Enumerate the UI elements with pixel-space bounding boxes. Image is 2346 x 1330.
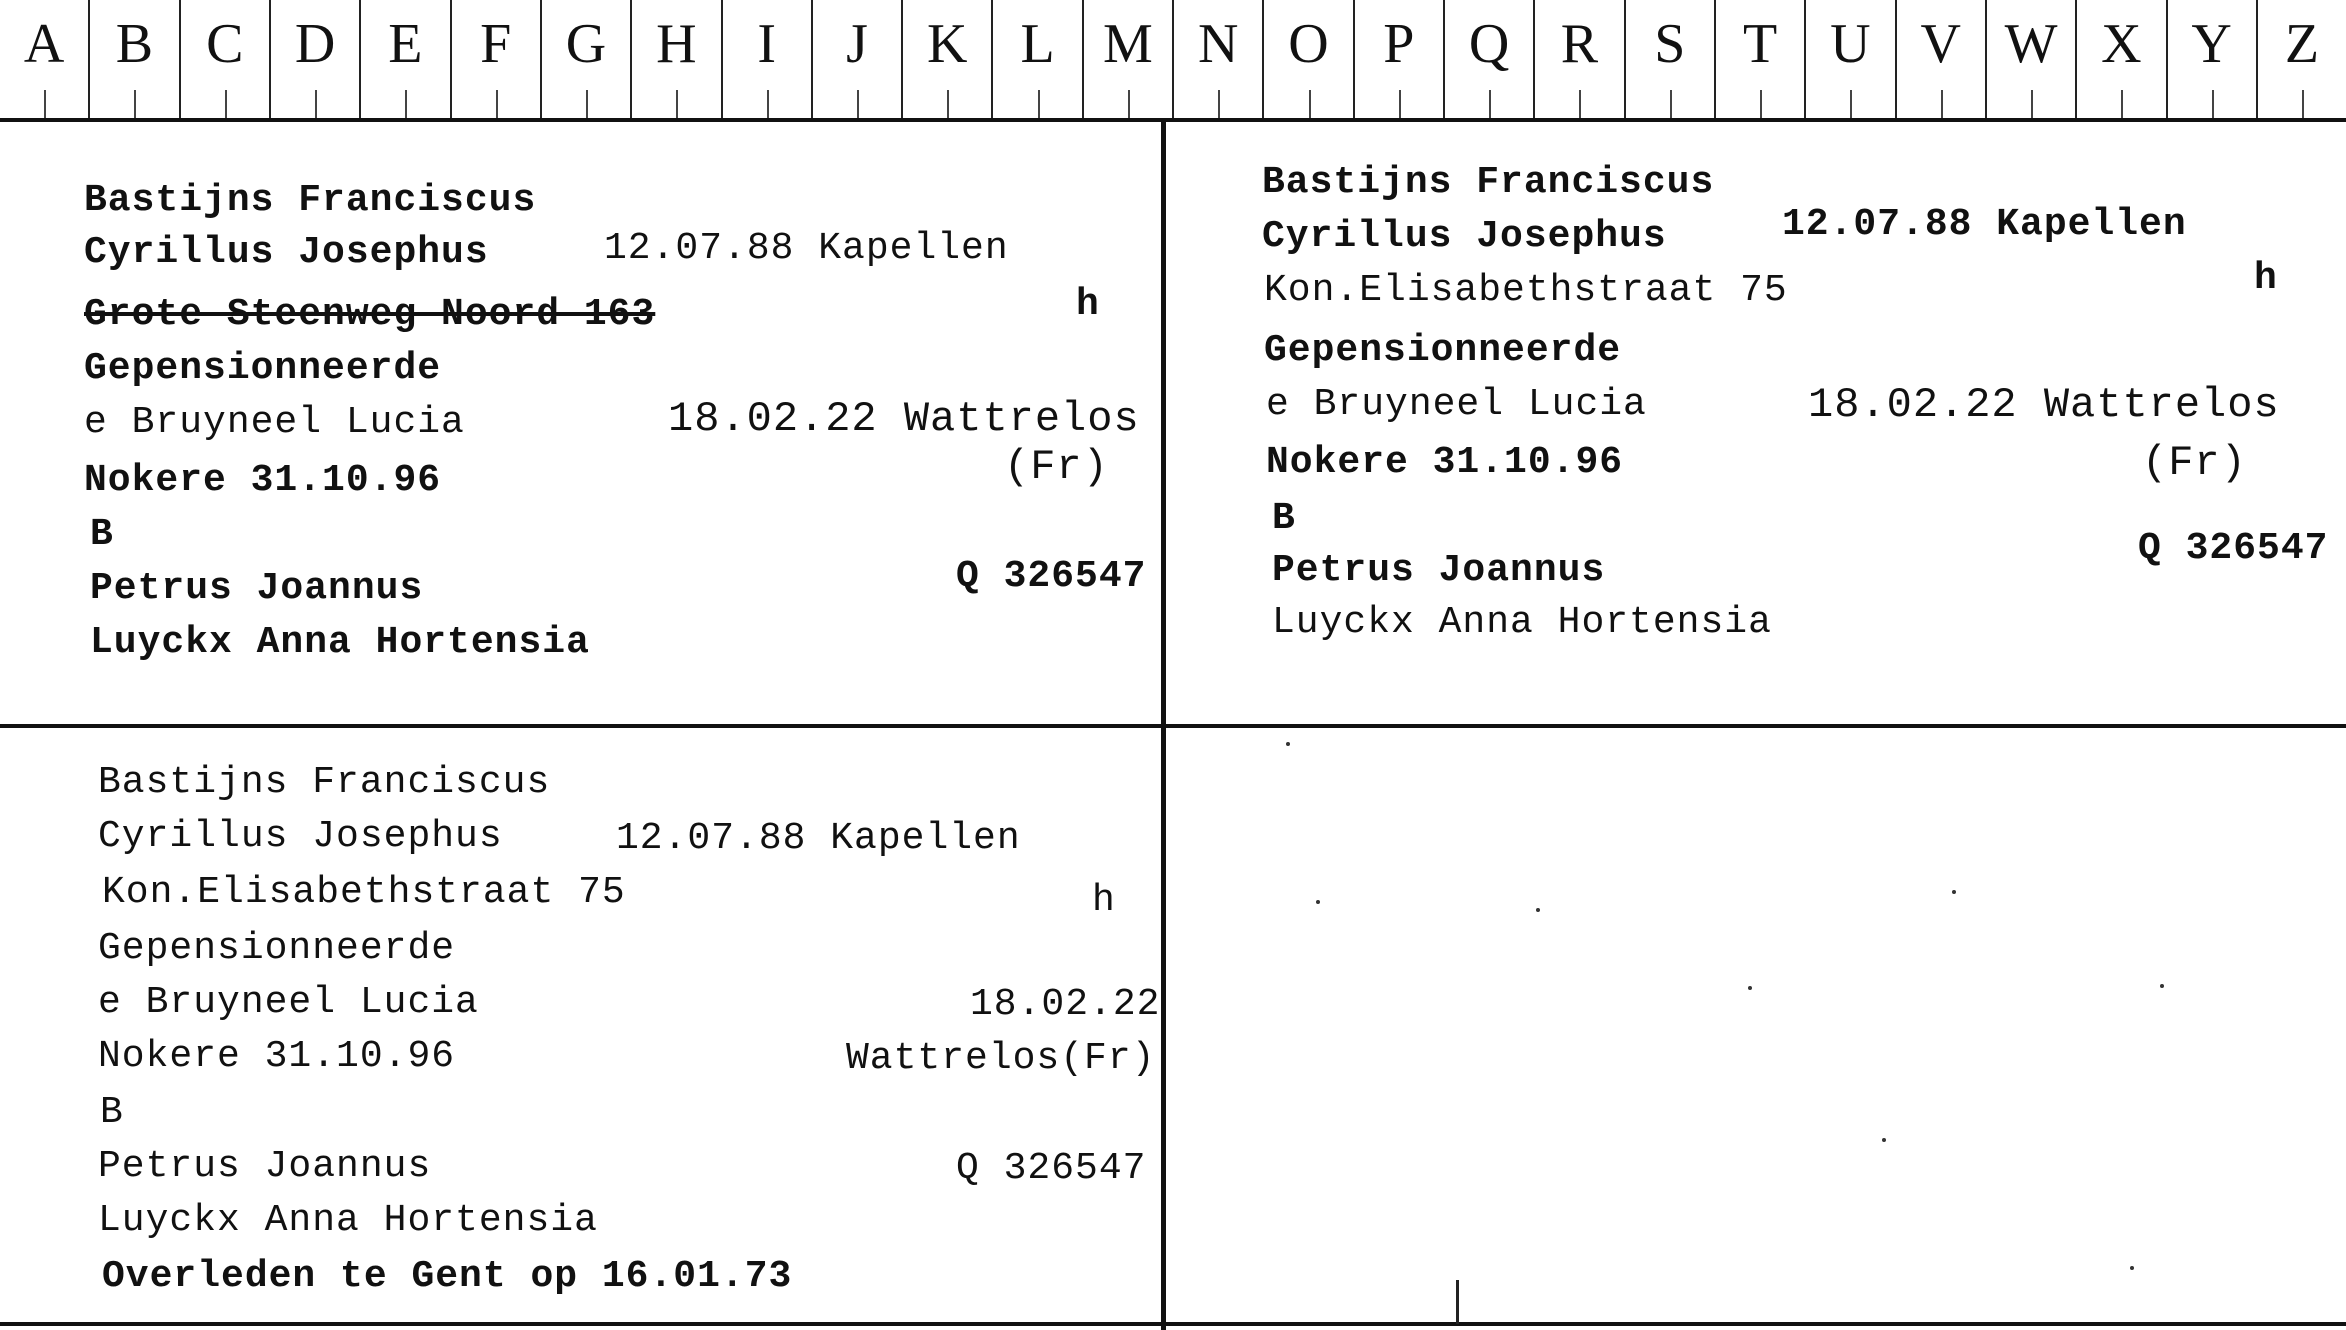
name-line1: Bastijns Franciscus xyxy=(98,761,551,804)
address: Kon.Elisabethstraat 75 xyxy=(102,871,626,914)
index-letter-label: J xyxy=(846,13,868,75)
index-tick xyxy=(1489,90,1491,118)
index-letter-label: K xyxy=(927,13,968,75)
index-letter-label: T xyxy=(1742,13,1778,75)
spouse-birth-place: Wattrelos(Fr) xyxy=(846,1037,1156,1080)
mother-name: Luyckx Anna Hortensia xyxy=(1272,601,1772,644)
index-tick xyxy=(134,90,136,118)
birth-date-place: 12.07.88 Kapellen xyxy=(616,817,1021,860)
spouse-birth-date: 18.02.22 xyxy=(970,983,1161,1026)
occupation: Gepensionneerde xyxy=(98,927,456,970)
marriage: Nokere 31.10.96 xyxy=(98,1035,456,1078)
index-letter-o xyxy=(1264,0,1354,118)
name-line1: Bastijns Franciscus xyxy=(1262,161,1715,204)
index-tick xyxy=(1399,90,1401,118)
index-letter-h xyxy=(632,0,722,118)
bottom-border xyxy=(0,1322,2346,1326)
index-tick xyxy=(1579,90,1581,118)
index-letter-a xyxy=(0,0,90,118)
index-tick xyxy=(1128,90,1130,118)
id-number: Q 326547 xyxy=(2138,527,2329,570)
spouse-birth: 18.02.22 Wattrelos xyxy=(668,395,1140,443)
index-tick xyxy=(1670,90,1672,118)
father-name: Petrus Joannus xyxy=(1272,549,1606,592)
index-letter-d xyxy=(271,0,361,118)
index-letter-m xyxy=(1084,0,1174,118)
marriage: Nokere 31.10.96 xyxy=(84,459,442,502)
index-tick xyxy=(1218,90,1220,118)
index-tick xyxy=(1850,90,1852,118)
index-letter-label: E xyxy=(388,13,423,75)
index-letter-l xyxy=(993,0,1083,118)
index-letter-label: V xyxy=(1920,13,1961,75)
mark-h: h xyxy=(2254,257,2278,300)
name-line2: Cyrillus Josephus xyxy=(84,231,489,274)
index-letter-i xyxy=(723,0,813,118)
index-letter-label: D xyxy=(294,13,336,75)
index-letter-label: M xyxy=(1103,13,1153,75)
index-letter-v xyxy=(1897,0,1987,118)
code-b: B xyxy=(1272,497,1296,540)
index-letter-u xyxy=(1806,0,1896,118)
mother-name: Luyckx Anna Hortensia xyxy=(90,621,590,664)
marriage: Nokere 31.10.96 xyxy=(1266,441,1624,484)
index-letter-label: C xyxy=(206,13,244,75)
index-tick xyxy=(315,90,317,118)
struck-address: Grote Steenweg Noord 163 xyxy=(84,293,656,336)
index-tick xyxy=(586,90,588,118)
index-tick xyxy=(2121,90,2123,118)
index-letter-q xyxy=(1445,0,1535,118)
father-name: Petrus Joannus xyxy=(90,567,424,610)
index-tick xyxy=(1038,90,1040,118)
index-letter-z xyxy=(2258,0,2346,118)
index-letter-label: I xyxy=(757,13,776,75)
index-letter-label: N xyxy=(1197,13,1239,75)
index-letter-label: H xyxy=(656,13,697,75)
id-number: Q 326547 xyxy=(956,1147,1147,1190)
spouse-name: e Bruyneel Lucia xyxy=(84,401,465,444)
spouse-birth-country: (Fr) xyxy=(2142,439,2247,487)
index-tick xyxy=(496,90,498,118)
index-tick xyxy=(947,90,949,118)
index-letter-label: Z xyxy=(2284,13,2320,75)
index-letter-f xyxy=(452,0,542,118)
index-letter-label: W xyxy=(2004,13,2058,75)
index-tick xyxy=(676,90,678,118)
occupation: Gepensionneerde xyxy=(84,347,442,390)
address: Kon.Elisabethstraat 75 xyxy=(1264,269,1788,312)
index-tick xyxy=(2031,90,2033,118)
code-b: B xyxy=(90,513,114,556)
index-tick xyxy=(767,90,769,118)
index-letter-label: B xyxy=(115,13,154,75)
mark-h: h xyxy=(1092,879,1116,922)
card-divider-horizontal xyxy=(0,724,2346,728)
occupation: Gepensionneerde xyxy=(1264,329,1622,372)
index-letter-n xyxy=(1174,0,1264,118)
code-b: B xyxy=(100,1091,124,1134)
index-letter-p xyxy=(1355,0,1445,118)
index-letter-s xyxy=(1626,0,1716,118)
index-letter-c xyxy=(181,0,271,118)
index-letter-b xyxy=(90,0,180,118)
index-letter-label: U xyxy=(1830,13,1871,75)
index-letter-label: A xyxy=(23,13,65,75)
index-letter-label: O xyxy=(1288,13,1329,75)
name-line2: Cyrillus Josephus xyxy=(1262,215,1667,258)
index-letter-label: Y xyxy=(2191,13,2232,75)
index-tick xyxy=(2212,90,2214,118)
index-letter-label: S xyxy=(1654,13,1686,75)
index-letter-label: Q xyxy=(1468,13,1510,75)
index-letter-label: P xyxy=(1383,13,1415,75)
spouse-name: e Bruyneel Lucia xyxy=(1266,383,1647,426)
father-name: Petrus Joannus xyxy=(98,1145,432,1188)
index-letter-label: L xyxy=(1020,13,1055,75)
birth-date-place: 12.07.88 Kapellen xyxy=(1782,203,2187,246)
index-letter-k xyxy=(903,0,993,118)
index-letter-w xyxy=(1987,0,2077,118)
index-letter-j xyxy=(813,0,903,118)
alphabet-index xyxy=(0,0,2346,122)
mother-name: Luyckx Anna Hortensia xyxy=(98,1199,598,1242)
index-tick xyxy=(1309,90,1311,118)
index-letter-x xyxy=(2077,0,2167,118)
id-number: Q 326547 xyxy=(956,555,1147,598)
name-line2: Cyrillus Josephus xyxy=(98,815,503,858)
index-tick xyxy=(1760,90,1762,118)
name-line1: Bastijns Franciscus xyxy=(84,179,537,222)
spouse-birth: 18.02.22 Wattrelos xyxy=(1808,381,2280,429)
index-letter-g xyxy=(542,0,632,118)
index-letter-label: X xyxy=(2101,13,2142,75)
spouse-birth-country: (Fr) xyxy=(1004,443,1109,491)
birth-date-place: 12.07.88 Kapellen xyxy=(604,227,1009,270)
index-tick xyxy=(1941,90,1943,118)
index-tick xyxy=(44,90,46,118)
mark-h: h xyxy=(1076,283,1100,326)
index-letter-r xyxy=(1535,0,1625,118)
index-tick xyxy=(857,90,859,118)
stray-mark xyxy=(1456,1280,1459,1324)
index-tick xyxy=(225,90,227,118)
index-tick xyxy=(405,90,407,118)
spouse-name: e Bruyneel Lucia xyxy=(98,981,479,1024)
index-letter-t xyxy=(1716,0,1806,118)
index-letter-e xyxy=(361,0,451,118)
index-tick xyxy=(2302,90,2304,118)
index-letter-y xyxy=(2168,0,2258,118)
death-note: Overleden te Gent op 16.01.73 xyxy=(102,1255,793,1298)
index-letter-label: G xyxy=(565,13,607,75)
index-letter-label: F xyxy=(480,13,512,75)
index-letter-label: R xyxy=(1560,13,1599,75)
